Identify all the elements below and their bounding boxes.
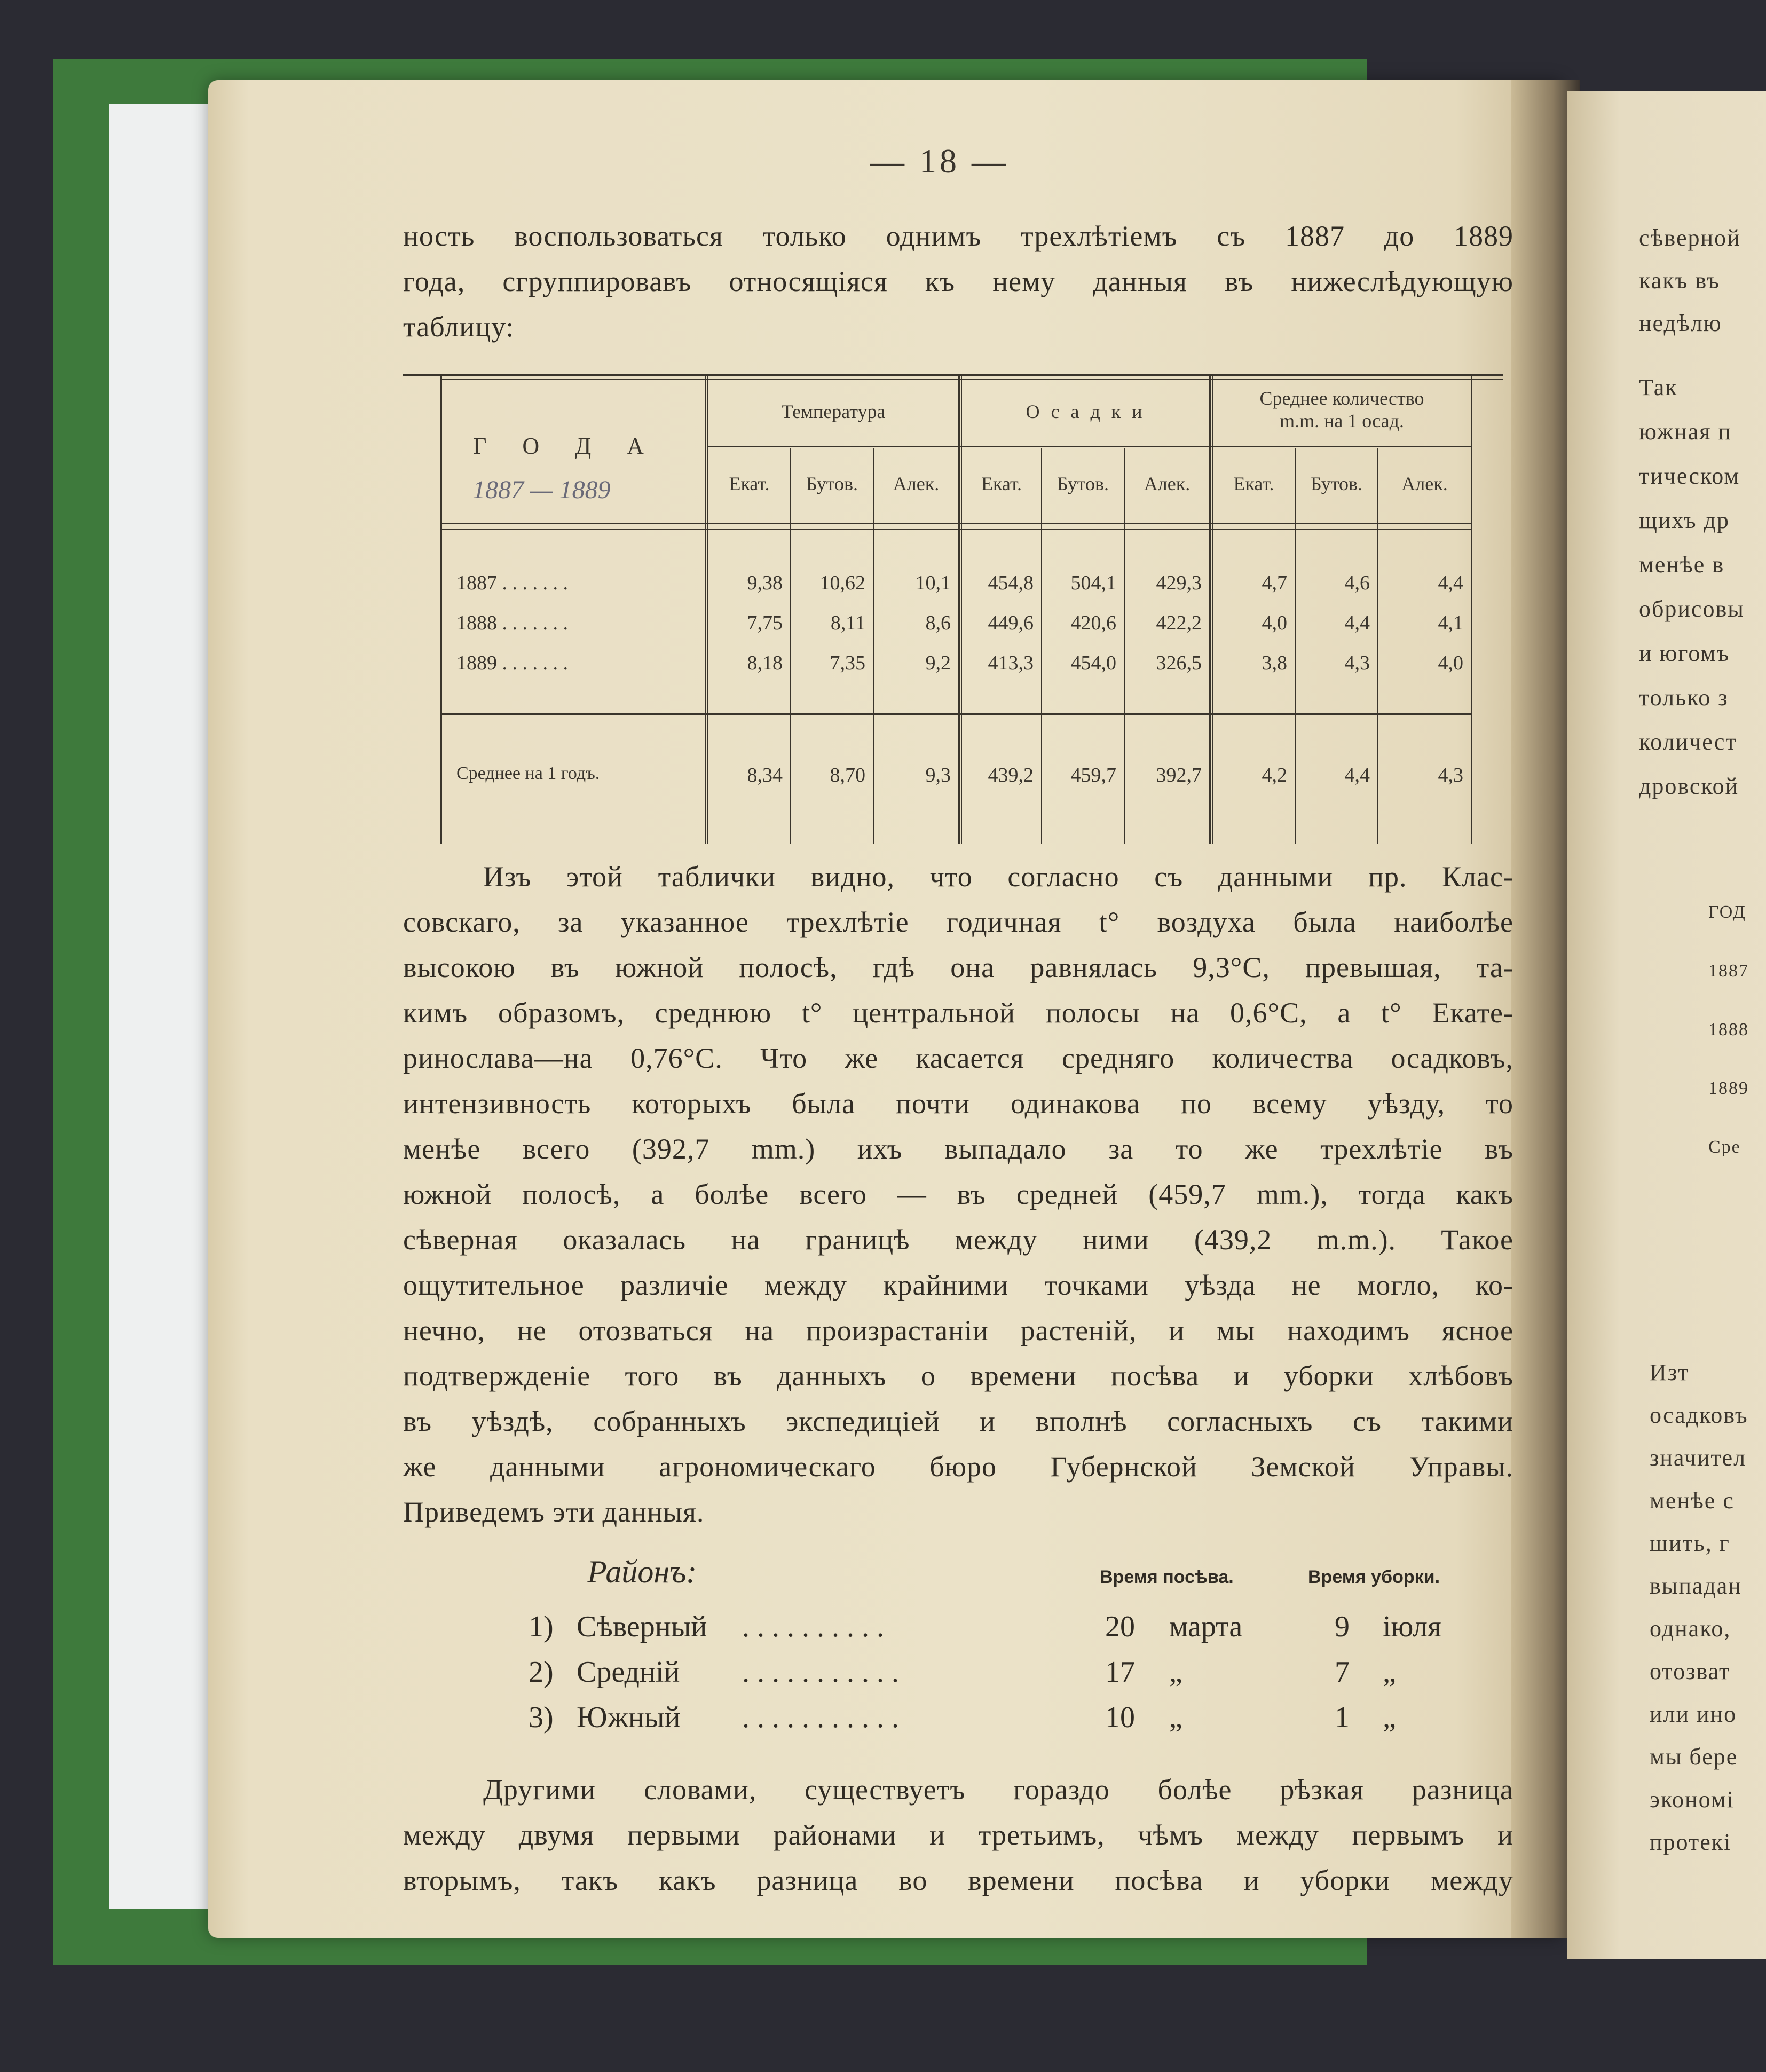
schedule-region: Южный <box>577 1701 681 1734</box>
right-page-fragment: или ино <box>1650 1701 1737 1727</box>
subheader-cell: Бутов. <box>1057 473 1109 494</box>
subheader-cell: Алек. <box>893 473 940 494</box>
table-cell: 454,8 <box>988 572 1034 594</box>
group-precipitation: О с а д к и <box>1026 401 1146 422</box>
right-page-fragment: отозват <box>1650 1658 1731 1684</box>
right-page-fragment: Сре <box>1708 1137 1741 1157</box>
year-header: Г О Д А <box>472 433 659 459</box>
sowing-schedule <box>513 1554 1505 1762</box>
text-line: менѣе всего (392,7 mm.) ихъ выпадало за то же трехлѣтіе въ <box>403 1133 1513 1165</box>
sowing-time-header: Время посѣва. <box>1100 1567 1234 1587</box>
subheader-cell: Бутов. <box>1310 473 1363 494</box>
schedule-harvest-month: іюля <box>1383 1610 1441 1643</box>
right-page-fragment: 1889 <box>1708 1078 1749 1098</box>
right-page-fragment: выпадан <box>1650 1573 1742 1599</box>
table-cell: 4,0 <box>1262 612 1287 634</box>
average-cell: 8,70 <box>830 764 865 786</box>
table-cell: 4,6 <box>1344 572 1370 594</box>
schedule-sow-day: 10 <box>1105 1701 1135 1734</box>
text-line: интензивность которыхъ была почти одинакова по всему уѣзду, то <box>403 1088 1513 1120</box>
schedule-num: 1) <box>529 1610 554 1643</box>
right-page-fragment: экономі <box>1650 1786 1735 1813</box>
text-line: таблицу: <box>403 311 515 343</box>
subheader-cell: Екат. <box>1233 473 1274 494</box>
average-cell: 4,4 <box>1344 764 1370 786</box>
table-cell: 8,6 <box>925 612 951 634</box>
table-cell: 429,3 <box>1156 572 1202 594</box>
right-page-fragment: южная п <box>1639 419 1732 445</box>
right-page-fragment: количест <box>1639 729 1737 755</box>
schedule-row <box>513 1655 1505 1698</box>
right-page-fragment: щихъ др <box>1639 507 1730 533</box>
schedule-region: Сѣверный <box>577 1610 707 1643</box>
right-page-fragment: однако, <box>1650 1616 1731 1642</box>
table-cell: 4,4 <box>1438 572 1463 594</box>
text-line: кимъ образомъ, среднюю t° центральной полосы на 0,6°С, а t° Екате- <box>403 997 1513 1029</box>
text-line: ринослава—на 0,76°С. Что же касается средняго количества осадковъ, <box>403 1042 1513 1074</box>
table-cell: 504,1 <box>1070 572 1116 594</box>
text-line: ность воспользоваться только однимъ трехлѣтіемъ съ 1887 до 1889 <box>403 220 1513 252</box>
right-page-fragment: 1888 <box>1708 1020 1749 1039</box>
text-line: въ уѣздѣ, собранныхъ экспедиціей и вполнѣ согласныхъ съ такими <box>403 1405 1513 1437</box>
schedule-dots: . . . . . . . . . . . <box>742 1701 899 1734</box>
text-line: нечно, не отозваться на произрастаніи растеній, и мы находимъ ясное <box>403 1314 1513 1346</box>
schedule-sow-month: „ <box>1169 1701 1182 1734</box>
group-temperature: Температура <box>781 401 886 422</box>
schedule-num: 3) <box>529 1701 554 1734</box>
right-page-fragment: дровской <box>1639 773 1739 799</box>
right-page-fragment: сѣверной <box>1639 225 1741 251</box>
right-page-fragment: мы бере <box>1650 1744 1738 1770</box>
table-row-label: 1887 . . . . . . . <box>456 572 568 594</box>
subheader-cell: Екат. <box>729 473 770 494</box>
text-line: Приведемъ эти данныя. <box>403 1496 705 1528</box>
schedule-sow-day: 20 <box>1105 1610 1135 1643</box>
right-page-fragment: какъ въ <box>1639 267 1720 294</box>
table-cell: 8,11 <box>830 612 865 634</box>
schedule-sow-month: „ <box>1169 1656 1182 1689</box>
schedule-heading: Районъ: <box>587 1554 697 1589</box>
text-line: между двумя первыми районами и третьимъ, чѣмъ между первымъ и <box>403 1819 1513 1851</box>
subheader-cell: Бутов. <box>806 473 858 494</box>
table-cell: 4,7 <box>1262 572 1287 594</box>
right-page-fragment: ГОД <box>1708 902 1746 922</box>
text-line: южной полосѣ, а болѣе всего — въ средней (459,7 mm.), тогда какъ <box>403 1178 1513 1210</box>
average-cell: 9,3 <box>925 764 951 786</box>
table-cell: 7,75 <box>747 612 783 634</box>
right-page-fragment: осадковъ <box>1650 1402 1748 1428</box>
harvest-time-header: Время уборки. <box>1308 1567 1440 1587</box>
schedule-sow-day: 17 <box>1105 1656 1135 1689</box>
right-page-fragment: недѣлю <box>1639 310 1722 336</box>
right-page-fragment: тическом <box>1639 463 1740 489</box>
schedule-region: Средній <box>577 1656 680 1689</box>
table-cell: 413,3 <box>988 652 1034 674</box>
text-line: совскаго, за указанное трехлѣтіе годичная t° воздуха была наиболѣе <box>403 906 1513 938</box>
schedule-harvest-day: 7 <box>1335 1656 1350 1689</box>
text-line: Изъ этой таблички видно, что согласно съ данными пр. Клас- <box>483 861 1513 893</box>
right-page-fragment: менѣе в <box>1639 552 1725 578</box>
schedule-sow-month: марта <box>1169 1610 1243 1643</box>
table-cell: 420,6 <box>1070 612 1116 634</box>
average-cell: 392,7 <box>1156 764 1202 786</box>
text-line: же данными агрономическаго бюро Губернской Земской Управы. <box>403 1451 1513 1483</box>
group-avg-per-precip: Среднее количество m.m. на 1 осад. <box>1259 388 1424 431</box>
right-page-fragment: Так <box>1639 374 1678 400</box>
table-cell: 10,1 <box>915 572 951 594</box>
schedule-dots: . . . . . . . . . . . <box>742 1656 899 1689</box>
text-line: сѣверная оказалась на границѣ между ними (439,2 m.m.). Такое <box>403 1224 1513 1256</box>
right-page-fragment: обрисовы <box>1639 596 1745 622</box>
table-cell: 422,2 <box>1156 612 1202 634</box>
table-cell: 3,8 <box>1262 652 1287 674</box>
text-line: Другими словами, существуетъ гораздо болѣе рѣзкая разница <box>483 1774 1513 1806</box>
table-cell: 4,4 <box>1344 612 1370 634</box>
average-row-label: Среднее на 1 годъ. <box>456 763 600 783</box>
analysis-paragraph <box>403 854 1513 1535</box>
schedule-row <box>513 1700 1505 1743</box>
intro-paragraph <box>403 214 1513 350</box>
right-page-fragment: значител <box>1650 1445 1747 1471</box>
table-row-label: 1888 . . . . . . . <box>456 612 568 634</box>
average-cell: 4,2 <box>1262 764 1287 786</box>
right-page-fragment: шить, г <box>1650 1530 1730 1556</box>
schedule-dots: . . . . . . . . . . <box>742 1610 884 1643</box>
right-page-fragment: только з <box>1639 684 1729 711</box>
text-line: высокою въ южной полосѣ, гдѣ она равнялась 9,3°С, превышая, та- <box>403 951 1513 983</box>
handwritten-note: 1887 — 1889 <box>472 476 611 504</box>
table-cell: 10,62 <box>819 572 865 594</box>
average-cell: 439,2 <box>988 764 1034 786</box>
table-cell: 8,18 <box>747 652 783 674</box>
schedule-row <box>513 1610 1505 1652</box>
table-cell: 7,35 <box>830 652 865 674</box>
average-cell: 8,34 <box>747 764 783 786</box>
page-number: — 18 — <box>870 142 1009 180</box>
right-page-fragment: менѣе с <box>1650 1487 1735 1514</box>
text-line: ощутительное различіе между крайними точками уѣзда не могло, ко- <box>403 1269 1513 1301</box>
right-page-fragment: протекі <box>1650 1829 1732 1855</box>
average-cell: 4,3 <box>1438 764 1463 786</box>
schedule-harvest-day: 1 <box>1335 1701 1350 1734</box>
schedule-harvest-day: 9 <box>1335 1610 1350 1643</box>
right-page-fragment: 1887 <box>1708 961 1749 981</box>
text-line: года, сгруппировавъ относящіяся къ нему данныя въ нижеслѣдующую <box>403 265 1513 297</box>
right-page-fragment: Изт <box>1650 1359 1690 1385</box>
subheader-cell: Алек. <box>1401 473 1448 494</box>
schedule-harvest-month: „ <box>1383 1656 1396 1689</box>
table-cell: 9,2 <box>925 652 951 674</box>
table-cell: 9,38 <box>747 572 783 594</box>
table-cell: 4,0 <box>1438 652 1463 674</box>
text-line: вторымъ, такъ какъ разница во времени посѣва и уборки между <box>403 1864 1513 1896</box>
climate-table <box>403 374 1503 844</box>
subheader-cell: Алек. <box>1144 473 1191 494</box>
table-cell: 449,6 <box>988 612 1034 634</box>
schedule-num: 2) <box>529 1656 554 1689</box>
text-line: подтвержденіе того въ данныхъ о времени посѣва и уборки хлѣбовъ <box>403 1360 1513 1392</box>
table-cell: 454,0 <box>1070 652 1116 674</box>
table-row-label: 1889 . . . . . . . <box>456 652 568 674</box>
average-cell: 459,7 <box>1070 764 1116 786</box>
table-cell: 4,3 <box>1344 652 1370 674</box>
table-cell: 326,5 <box>1156 652 1202 674</box>
table-cell: 4,1 <box>1438 612 1463 634</box>
right-page-fragment: и югомъ <box>1639 640 1730 666</box>
subheader-cell: Екат. <box>981 473 1022 494</box>
closing-paragraph <box>403 1767 1513 1903</box>
schedule-harvest-month: „ <box>1383 1701 1396 1734</box>
